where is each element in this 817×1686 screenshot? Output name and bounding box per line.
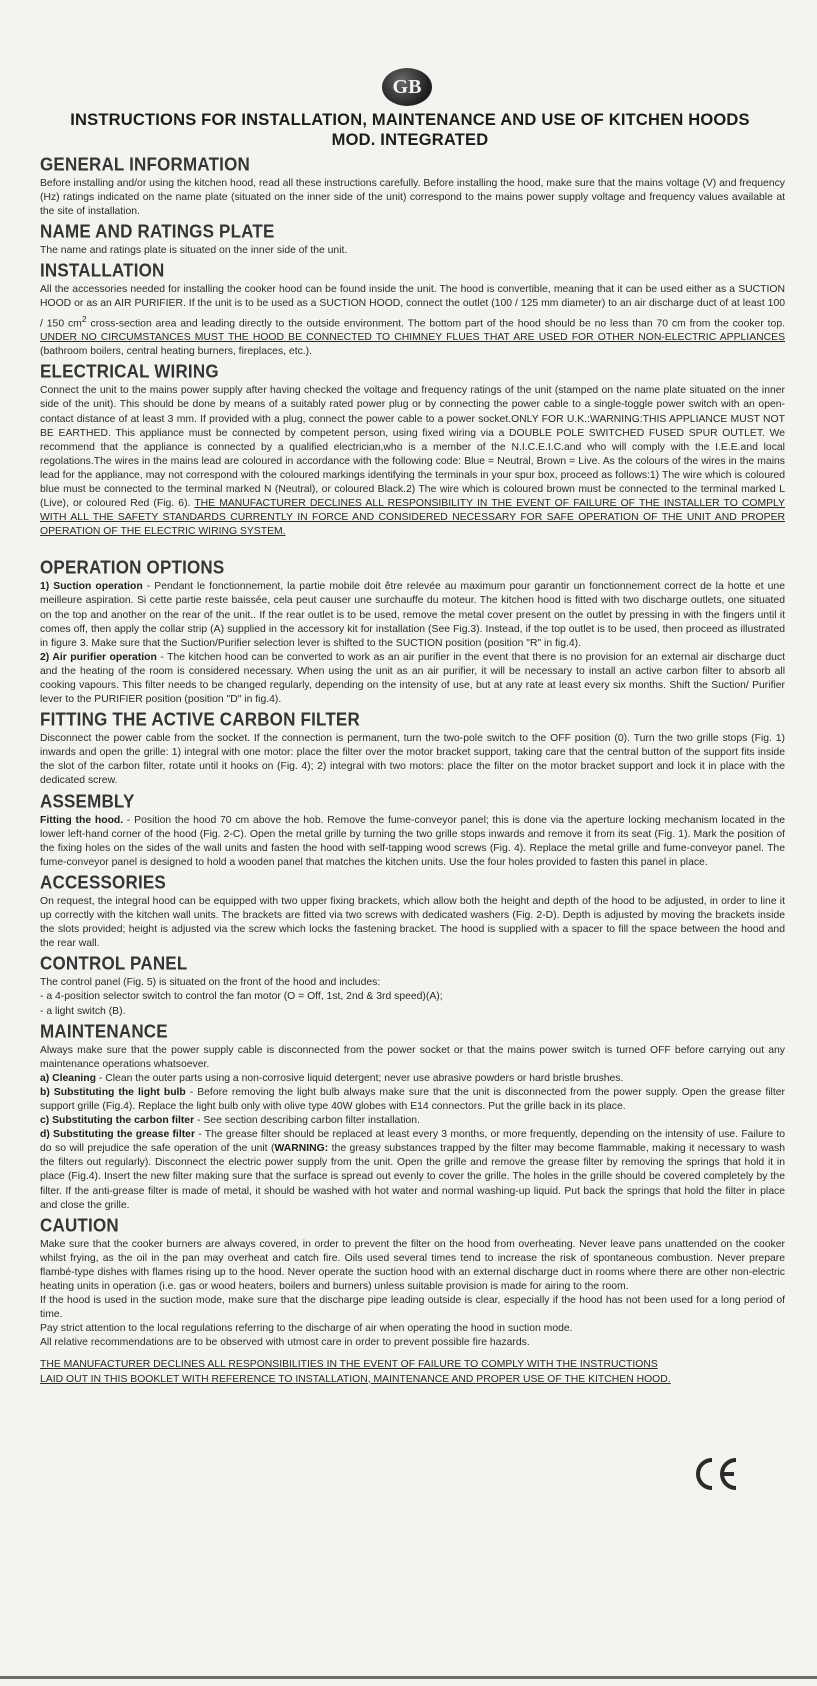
title-line-2: MOD. INTEGRATED bbox=[331, 131, 489, 149]
section-heading: CAUTION bbox=[40, 1214, 119, 1236]
section-text: Before installing and/or using the kitchen hood, read all these instructions carefully. Before installing the hood, make sure that the mains voltage (V) and frequency (Hz) ratings indicated on the name plate (situated on the inner side of the unit) correspond to the mains power supply voltage and frequency values available at the site of installation. bbox=[40, 178, 785, 218]
text-run: - Before removing the light bulb always make sure that the unit is disconnected from the power supply. Open the grease filter support grille (Fig.4). Replace the light bulb only with olive type 40W globes with E14 connectors. Put the grille back in its place. bbox=[40, 1086, 785, 1112]
section-heading: CONTROL PANEL bbox=[40, 953, 188, 975]
section-text bbox=[40, 1128, 785, 1213]
text-run: - Clean the outer parts using a non-corrosive liquid detergent; never use abrasive powders or hard bristle brushes. bbox=[96, 1072, 624, 1084]
section-text bbox=[40, 580, 785, 650]
section-caution bbox=[40, 1214, 785, 1387]
text-run: the greasy substances trapped by the filter may become flammable, making it necessary to wash the filters out regularly). Disconnect the electric power supply from the unit. Open the grille and remove the grease filter by removing the springs that hold it in place (Fig.4). Insert the new filter making sure that the surface is spread out evenly to cover the grille. The holes in the grille should be covered completely by the filter. If the anti-grease filter is made of metal, it should be washed with hot water and normal washing-up liquid. Put back the springs that hold the filter in place and close the grille. bbox=[40, 1143, 785, 1211]
text-run: - Position the hood 70 cm above the hob. Remove the fume-conveyor panel; this is done via the aperture locking mechanism located in the lower left-hand corner of the hood (Fig. 2-C). Open the metal grille by turning the two grille stops inwards and remove it from its seat (Fig. 1). Mark the position of the fixing holes on the sides of the wall units and fasten the hood with self-tapping wood screws (Fig. 4). Replace the metal grille and fume-conveyor panel. The fume-conveyor panel is designed to hold a wooden panel that matches the kitchen units. Use the four holes provided to fasten this panel in place. bbox=[40, 814, 786, 868]
item-lead: a) Cleaning bbox=[40, 1072, 97, 1084]
section-heading: ELECTRICAL WIRING bbox=[40, 361, 219, 383]
section-heading: FITTING THE ACTIVE CARBON FILTER bbox=[40, 709, 360, 731]
section-heading: ASSEMBLY bbox=[40, 790, 135, 812]
section-assembly bbox=[40, 790, 786, 870]
text-run: cross-section area and leading directly to the outside environment. The bottom part of the hood should be no less than 70 cm from the cooker top. bbox=[86, 318, 785, 330]
section-heading: INSTALLATION bbox=[40, 260, 165, 282]
text-run: Connect the unit to the mains power supply after having checked the voltage and frequency ratings of the unit (stamped on the name plate situated on the inner side of the unit). This should be done by means of a suitably rated power plug or by connecting the power cable to a single-toggle power switch with an open-contact distance of at least 3 mm. If provided with a plug, connect the power cable to a power socket.ONLY FOR U.K.:WARNING:THIS APPLIANCE MUST NOT BE EARTHED. This appliance must be connected by competent person, using fixed wiring via a DOUBLE POLE SWITCHED FUSED SPUR OUTLET. We recommend that the appliance is connected by a qualified electrician,who is a member of the N.I.C.E.I.C.and who will comply with the I.E.E.and local regolations.The wires in the mains lead are coloured in accordance with the following code: Blue = Neutral, Brown = Live. As the colours of the wires in the mains lead for the appliance, may not correspond with the coloured markings identifying the terminals in your spur box, proceed as follows:1) The wire which is coloured blue must be connected to the terminal marked N (Neutral), or coloured Black.2) The wire which is coloured brown must be connected to the terminal marked L (Live), or coloured Red (Fig. 6). bbox=[40, 385, 785, 510]
section-control-panel bbox=[40, 955, 785, 1018]
item-lead: d) Substituting the grease filter bbox=[40, 1129, 195, 1141]
section-text bbox=[40, 283, 785, 359]
section-heading: MAINTENANCE bbox=[40, 1020, 168, 1042]
warning-underline: THE MANUFACTURER DECLINES ALL RESPONSIBILITY IN THE EVENT OF FAILURE OF THE INSTALLER TO COMPLY WITH ALL THE SAFETY STANDARDS CURRENTLY IN FORCE AND CONSIDERED NECESSARY FOR SAFE OPERATION OF THE UNIT AND PROPER OPERATION OF THE ELECTRIC WIRING SYSTEM. bbox=[40, 498, 785, 538]
section-general-information bbox=[40, 156, 785, 219]
section-text: On request, the integral hood can be equipped with two upper fixing brackets, which allow both the height and depth of the hood to be adjusted, in order to line it up correctly with the kitchen wall units. The brackets are fitted via two screws with dedicated washers (Fig. 2-D). Depth is adjusted by moving the brackets inside the slots provided; height is adjusted via the screw which locks the fastening bracket. The hood is supplied with a spacer to fill the space between the hood and the rear wall. bbox=[40, 895, 785, 950]
section-text: - a 4-position selector switch to control the fan motor (O = Off, 1st, 2nd & 3rd speed)(A); bbox=[40, 991, 443, 1003]
section-text: Always make sure that the power supply cable is disconnected from the power socket or that the mains power switch is turned OFF before carrying out any maintenance operations whatsoever. bbox=[40, 1044, 785, 1070]
section-text bbox=[40, 1086, 785, 1114]
section-text bbox=[40, 1358, 680, 1386]
section-text bbox=[40, 651, 785, 707]
text-run: All the accessories needed for installing the cooker hood can be found inside the unit. The hood is convertible, meaning that it can be used either as a SUCTION HOOD or as an AIR PURIFIER. If the unit is to be used as a SUCTION HOOD, connect the outlet (100 / 125 mm diameter) to an air discharge duct of at least 100 / 150 cm bbox=[40, 284, 785, 330]
section-text bbox=[40, 1072, 785, 1086]
text-run: (bathroom boilers, central heating burners, fireplaces, etc.). bbox=[40, 346, 313, 358]
warning-underline: UNDER NO CIRCUMSTANCES MUST THE HOOD BE CONNECTED TO CHIMNEY FLUES THAT ARE USED FOR OTHER NON-ELECTRIC APPLIANCES bbox=[40, 332, 785, 344]
section-text: If the hood is used in the suction mode, make sure that the discharge pipe leading outside is clear, especially if the hood has not been used for a long period of time. bbox=[40, 1295, 785, 1321]
bottom-edge-line bbox=[0, 1676, 817, 1679]
language-badge: GB bbox=[382, 68, 432, 106]
section-text: Make sure that the cooker burners are always covered, in order to prevent the filter on the hood from overheating. Never leave pans unattended on the cooker whilst frying, as the oil in the pan may overheat and catch fire. Oils used several times tend to increase the risk of spontaneous combustion. Never prepare flambé-type dishes with flames rising up to the hood. Never operate the suction hood with an external discharge duct in rooms where there are other non-electric heating units in operation (i.e. gas or wood heaters, boilers and burners) unless suitable provision is made for airing to the room. bbox=[40, 1238, 785, 1292]
section-carbon-filter bbox=[40, 711, 785, 788]
warning-label: WARNING: bbox=[274, 1143, 329, 1155]
section-heading: GENERAL INFORMATION bbox=[40, 154, 250, 175]
section-text: The control panel (Fig. 5) is situated on the front of the hood and includes: bbox=[40, 977, 381, 989]
text-run: - See section describing carbon filter installation. bbox=[194, 1115, 420, 1127]
text-run: - The grease filter should be replaced at least every 3 months, or more frequently, depending on the intensity of use. Failure to do so will prejudice the safe operation of the unit ( bbox=[40, 1129, 786, 1155]
section-operation-options bbox=[40, 559, 785, 707]
section-electrical-wiring bbox=[40, 363, 785, 539]
item-lead: b) Substituting the light bulb bbox=[40, 1086, 186, 1098]
section-heading: OPERATION OPTIONS bbox=[40, 557, 225, 579]
ce-mark-icon bbox=[690, 1456, 740, 1492]
section-heading: ACCESSORIES bbox=[40, 871, 166, 893]
section-text: Pay strict attention to the local regulations referring to the discharge of air when operating the hood in suction mode. bbox=[40, 1323, 573, 1335]
text-run: - The kitchen hood can be converted to work as an air purifier in the event that there is no provision for an external air discharge duct and the heating of the room is considered necessary. When using the unit as an air purifier, it will be necessary to install an active carbon filter to absorb all cooking vapours. This filter needs to be changed regularly, depending on the intensity of use, but at any rate at least every six months. Shift the Suction/ Purifier lever to the PURIFIER position (position "D" in fig.4). bbox=[40, 651, 786, 706]
document-body bbox=[40, 152, 785, 1387]
section-text: Disconnect the power cable from the socket. If the connection is permanent, turn the two-pole switch to the OFF position (0). Turn the two grille stops (Fig. 1) inwards and open the grille: 1) integral with one motor: place the filter over the motor bracket support, taking care that the central button of the support fits inside the slot of the carbon filter, rotate until it hooks on (Fig. 4); 2) integral with two motors: place the filter on the motor bracket support and lock it in place with the dedicated screw. bbox=[40, 733, 785, 787]
item-lead: 2) Air purifier operation bbox=[40, 651, 157, 663]
warning-underline: THE MANUFACTURER DECLINES ALL RESPONSIBILITIES IN THE EVENT OF FAILURE TO COMPLY WITH THE INSTRUCTIONS LAID OUT IN THIS BOOKLET WITH REFERENCE TO INSTALLATION, MAINTENANCE AND PROPER USE OF THE KITCHEN HOOD. bbox=[40, 1359, 671, 1385]
section-name-ratings-plate bbox=[40, 223, 785, 258]
section-text bbox=[40, 1114, 785, 1128]
section-accessories bbox=[40, 871, 785, 951]
section-text: - a light switch (B). bbox=[40, 1005, 126, 1017]
title-line-1: INSTRUCTIONS FOR INSTALLATION, MAINTENANCE AND USE OF KITCHEN HOODS bbox=[70, 111, 750, 129]
item-lead: c) Substituting the carbon filter bbox=[40, 1115, 195, 1127]
section-text bbox=[40, 814, 785, 870]
item-lead: 1) Suction operation bbox=[40, 581, 143, 593]
superscript: 2 bbox=[81, 313, 87, 324]
document-title bbox=[30, 110, 790, 150]
section-installation bbox=[40, 262, 785, 359]
section-maintenance bbox=[40, 1020, 786, 1213]
section-text: All relative recommendations are to be observed with utmost care in order to prevent possible fire hazards. bbox=[40, 1337, 530, 1349]
item-lead: Fitting the hood. bbox=[40, 814, 124, 826]
section-text bbox=[40, 384, 785, 539]
text-run: - Pendant le fonctionnement, la partie mobile doit être relevée au maximum pour garantir un fonctionnement correct de la hotte et une meilleure aspiration. Si cette partie reste baissée, cela peut causer une surchauffe du moteur. The kitchen hood is fitted with two discharge outlets, one situated on the top and another on the rear of the unit.. If the rear outlet is to be used, remove the metal cover present on the outlet by pressing in with the fingers until it comes off, then apply the collar strip (A) supplied in the accessory kit for installation (See Fig.3). Instead, if the top outlet is to be used, then proceed as illustrated in figure 3. Make sure that the Suction/Purifier selection lever is shifted to the SUCTION position (position "R" in fig.4). bbox=[40, 581, 785, 649]
section-text: The name and ratings plate is situated on the inner side of the unit. bbox=[40, 245, 348, 257]
section-heading: NAME AND RATINGS PLATE bbox=[40, 221, 275, 243]
